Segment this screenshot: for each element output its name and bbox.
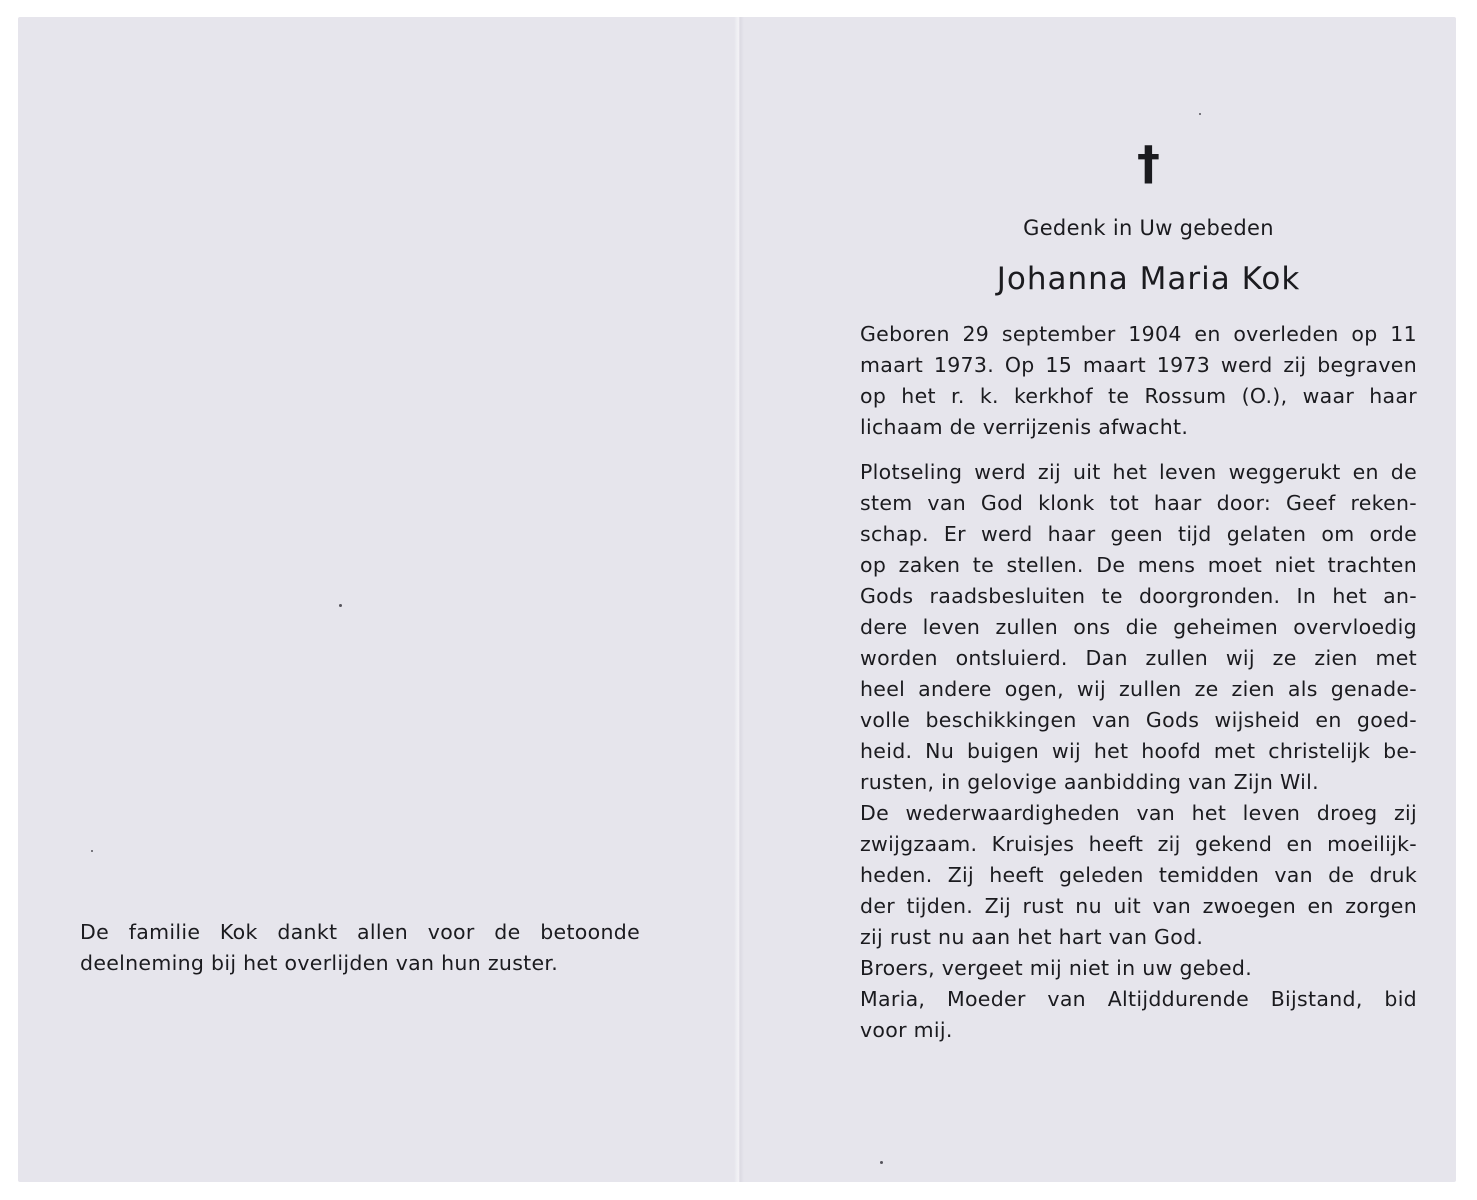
text-line: zij rust nu aan het hart van God. [860,925,1204,949]
text-line: zwijgzaam. Kruisjes heeft zij gekend en moeilijk- [860,832,1417,856]
text-line: Gods raadsbesluiten te doorgronden. In het an- [860,584,1417,608]
thanks-line: deelneming bij het overlijden van hun zuster. [80,951,559,975]
text-line: maart 1973. Op 15 maart 1973 werd zij begraven [860,353,1417,377]
text-line: der tijden. Zij rust nu uit van zwoegen en zorgen [860,894,1417,918]
paper-speck [339,604,342,607]
family-thanks-text [80,917,640,979]
text-line: schap. Er werd haar geen tijd gelaten om orde [860,522,1417,546]
deceased-name: Johanna Maria Kok [996,261,1301,297]
text-line: rusten, in gelovige aanbidding van Zijn Wil. [860,770,1319,794]
text-line: heden. Zij heeft geleden temidden van de druk [860,863,1417,887]
text-line: Maria, Moeder van Altijddurende Bijstand, bid [860,987,1417,1011]
text-line: volle beschikkingen van Gods wijsheid en goed- [860,708,1417,732]
cross-icon: † [1137,136,1160,190]
text-line: worden ontsluierd. Dan zullen wij ze zien met [860,646,1417,670]
text-line: op zaken te stellen. De mens moet niet trachten [860,553,1417,577]
text-line: voor mij. [860,1018,953,1042]
text-line: Geboren 29 september 1904 en overleden op 11 [860,322,1417,346]
thanks-line: De familie Kok dankt allen voor de betoonde [80,920,640,944]
paper-speck [880,1161,883,1164]
text-line: Broers, vergeet mij niet in uw gebed. [860,956,1253,980]
memorial-text-page [860,137,1417,1046]
paper-speck [1199,113,1201,115]
memorial-card [18,17,1456,1182]
paper-speck [91,850,93,852]
text-line: dere leven zullen ons die geheimen overvloedig [860,615,1417,639]
card-fold-line [734,17,744,1182]
reflection-paragraph [860,457,1417,1046]
text-line: heel andere ogen, wij zullen ze zien als genade- [860,677,1417,701]
prayer-heading: Gedenk in Uw gebeden [1023,216,1274,240]
text-line: op het r. k. kerkhof te Rossum (O.), waar haar [860,384,1417,408]
text-line: De wederwaardigheden van het leven droeg zij [860,801,1417,825]
text-line: lichaam de verrijzenis afwacht. [860,415,1189,439]
text-line: stem van God klonk tot haar door: Geef reken- [860,491,1417,515]
biography-paragraph [860,319,1417,443]
text-line: Plotseling werd zij uit het leven weggerukt en de [860,460,1417,484]
text-line: heid. Nu buigen wij het hoofd met christelijk be- [860,739,1417,763]
